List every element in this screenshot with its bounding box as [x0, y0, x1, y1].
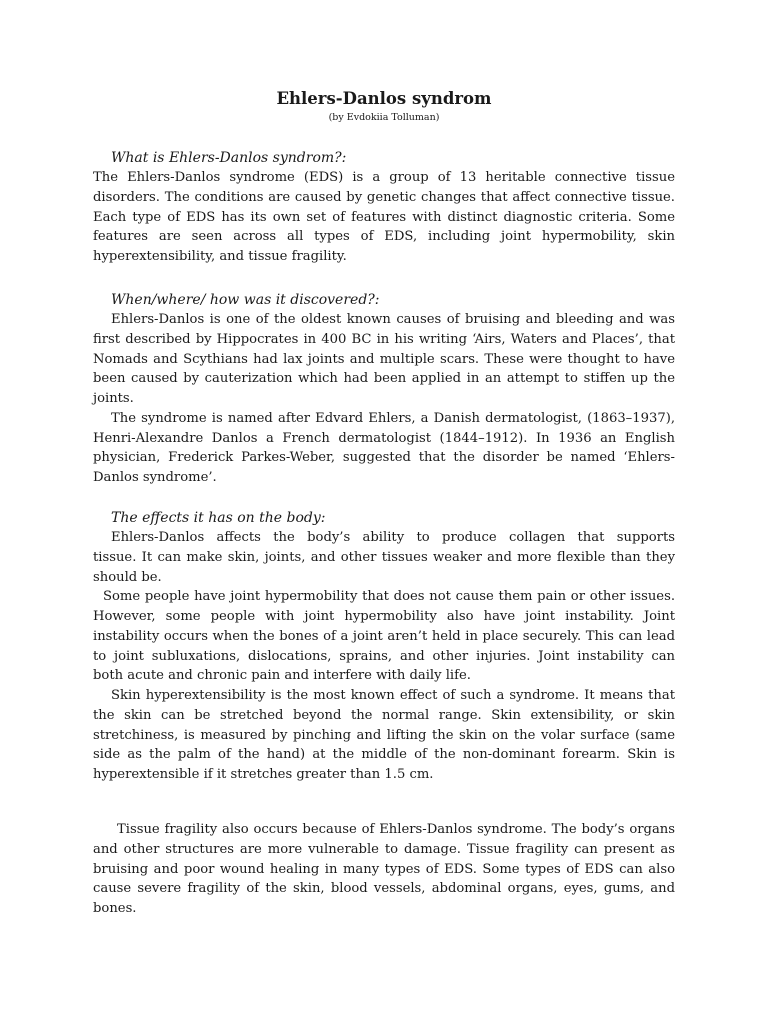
paragraph-line: features are seen across all types of EDS, including joint hypermobility, skin: [93, 229, 675, 245]
paragraph-line: Danlos syndrome’.: [93, 470, 217, 485]
paragraph-line: first described by Hippocrates in 400 BC in his writing ‘Airs, Waters and Places’, that: [93, 331, 675, 347]
paragraph-line: Skin hyperextensibility is the most known effect of such a syndrome. It means that: [111, 688, 675, 703]
paragraph-line: However, some people with joint hypermobility also have joint instability. Joint: [93, 609, 675, 624]
paragraph-line: Henri-Alexandre Danlos a French dermatologist (1844–1912). In 1936 an English: [93, 430, 675, 446]
paragraph-line: side as the palm of the hand) at the middle of the non-dominant forearm. Skin is: [93, 747, 675, 763]
paragraph-line: Each type of EDS has its own set of features with distinct diagnostic criteria. Some: [93, 209, 675, 225]
paragraph-line: disorders. The conditions are caused by genetic changes that affect connective tissue.: [93, 189, 675, 205]
paragraph-line: instability occurs when the bones of a joint aren’t held in place securely. This can lead: [93, 628, 675, 644]
paragraph-line: hyperextensibility, and tissue fragility.: [93, 249, 347, 264]
paragraph-line: Ehlers-Danlos is one of the oldest known causes of bruising and bleeding and was: [111, 312, 675, 327]
paragraph-line: physician, Frederick Parkes-Weber, suggested that the disorder be named ‘Ehlers-: [93, 450, 675, 466]
paragraph-line: Some people have joint hypermobility that does not cause them pain or other issues.: [103, 589, 675, 605]
paragraph-line: bruising and poor wound healing in many types of EDS. Some types of EDS can also: [93, 861, 675, 877]
paragraph-line: The syndrome is named after Edvard Ehlers, a Danish dermatologist, (1863–1937),: [111, 410, 675, 426]
paragraph-line: joints.: [93, 391, 134, 406]
document-page: [93, 0, 675, 1024]
document-title: Ehlers-Danlos syndrom: [276, 89, 492, 108]
paragraph-line: The Ehlers-Danlos syndrome (EDS) is a group of 13 heritable connective tissue: [93, 170, 675, 185]
section-body-tissue-fragility: [93, 820, 675, 919]
paragraph-line: and other structures are more vulnerable to damage. Tissue fragility can present as: [93, 841, 675, 857]
paragraph-line: should be.: [93, 569, 162, 585]
paragraph-line: hyperextensible if it stretches greater than 1.5 cm.: [93, 767, 434, 782]
section-heading-discovery: When/where/ how was it discovered?:: [111, 292, 380, 308]
paragraph-line: stretchiness, is measured by pinching and lifting the skin on the volar surface (same: [93, 727, 675, 743]
paragraph-line: tissue. It can make skin, joints, and other tissues weaker and more flexible than they: [93, 549, 675, 565]
paragraph-line: Tissue fragility also occurs because of Ehlers-Danlos syndrome. The body’s organs: [117, 822, 675, 837]
section-body-effects: [93, 528, 675, 785]
section-heading-effects: The effects it has on the body:: [111, 510, 326, 526]
paragraph-line: bones.: [93, 901, 137, 916]
section-heading-what-is: What is Ehlers-Danlos syndrom?:: [111, 150, 347, 166]
paragraph-line: been caused by cauterization which had been applied in an attempt to stiffen up the: [93, 371, 675, 387]
paragraph-line: Nomads and Scythians had lax joints and multiple scars. These were thought to have: [93, 351, 675, 367]
document-byline: (by Evdokiia Tolluman): [328, 112, 440, 123]
section-body-discovery: [93, 310, 675, 488]
paragraph-line: to joint subluxations, dislocations, sprains, and other injuries. Joint instability can: [93, 648, 675, 664]
paragraph-line: both acute and chronic pain and interfere with daily life.: [93, 668, 471, 684]
paragraph-line: cause severe fragility of the skin, blood vessels, abdominal organs, eyes, gums, and: [93, 881, 675, 897]
paragraph-line: the skin can be stretched beyond the normal range. Skin extensibility, or skin: [93, 707, 675, 723]
paragraph-line: Ehlers-Danlos affects the body’s ability to produce collagen that supports: [111, 530, 675, 545]
section-body-what-is: [93, 168, 675, 267]
